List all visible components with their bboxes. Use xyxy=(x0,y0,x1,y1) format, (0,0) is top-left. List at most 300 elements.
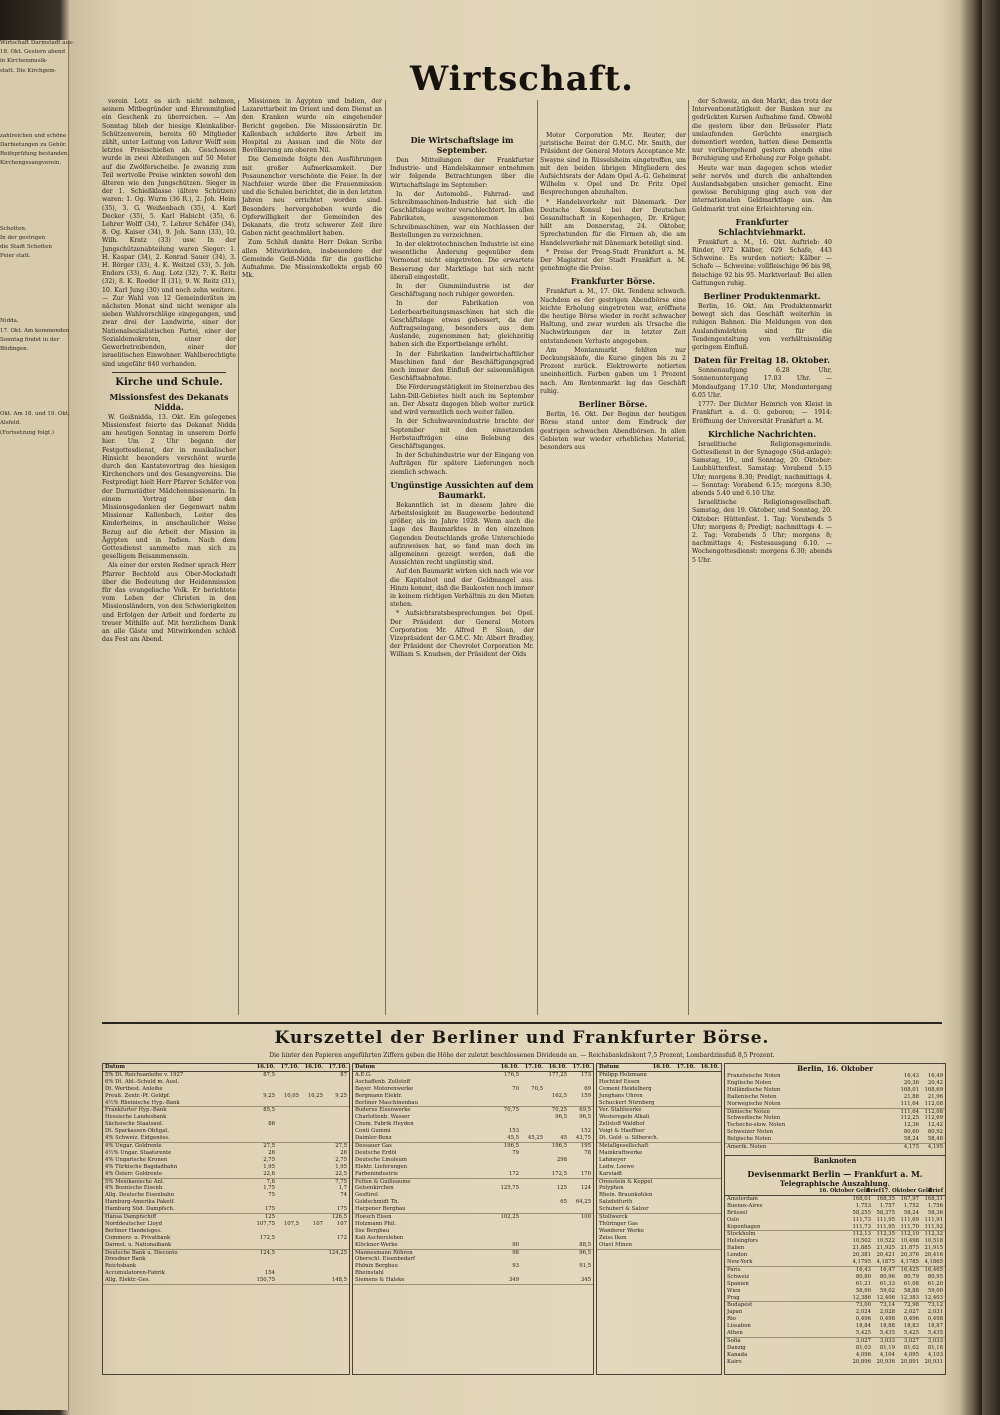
security-name-cell: Preuß. Zentr.-Pf. Goldpf. xyxy=(105,1092,171,1099)
quote-cell xyxy=(543,1086,567,1093)
security-name-cell: Belgische Noten xyxy=(727,1136,772,1143)
security-name-cell: Berliner Maschinenbau xyxy=(355,1099,418,1106)
table-row xyxy=(353,1256,593,1263)
quote-cell: 107,5 xyxy=(283,1220,299,1227)
quote-cell: 10,518 xyxy=(924,1238,943,1245)
quote-cell xyxy=(519,1270,543,1277)
quote-cell: 1,95 xyxy=(335,1163,347,1170)
security-name-cell: Gelsenkirchen xyxy=(355,1185,394,1192)
quote-cell: 175 xyxy=(264,1206,275,1213)
table-row xyxy=(597,1114,721,1121)
table-header-cell: 17.10. xyxy=(524,1064,543,1070)
security-name-cell: Englische Noten xyxy=(727,1079,772,1086)
table-row xyxy=(103,1121,349,1128)
table-header-cell: Datum xyxy=(105,1064,125,1070)
quote-cell xyxy=(697,1086,719,1093)
quote-cell: 70,25 xyxy=(551,1107,567,1114)
table-row xyxy=(725,1109,945,1116)
quote-cell: 1,753 xyxy=(855,1202,871,1209)
quote-cell xyxy=(671,1079,695,1086)
quote-cell xyxy=(671,1072,695,1079)
security-name-cell: Salzdetfurth xyxy=(599,1199,633,1206)
security-name-cell: Bergmann Elektr. xyxy=(355,1092,403,1099)
security-name-cell: 4% Ungar. Goldrente xyxy=(105,1142,162,1149)
quote-cell: 91,5 xyxy=(579,1263,591,1270)
quote-cell xyxy=(647,1242,671,1249)
quote-cell: 107 xyxy=(336,1220,347,1227)
quote-cell: 20,891 xyxy=(900,1358,919,1365)
quote-cell xyxy=(519,1107,543,1114)
security-name-cell: 5% Mexikanische Anl. xyxy=(105,1178,165,1185)
quote-cell xyxy=(275,1107,299,1114)
quote-cell xyxy=(543,1235,567,1242)
quote-cell: 70,5 xyxy=(531,1085,543,1092)
quote-cell xyxy=(647,1221,671,1228)
article-paragraph: Die Gemeinde folgte den Ausführungen mit großer Aufmerksamkeit. Der Posaunenchor verschönte die Feier. In der Nachfeier wurde über die Frauenmission und die Schulen berichtet, die in den letzten Jahren neu errichtet worden sind. Besonders hervorgehoben wurde die Opferwilligkeit der Gemeinden des Dekanats, die trotz schwerer Zeit ihre Gaben nicht geschmälert haben. xyxy=(242,156,382,238)
quote-cell xyxy=(647,1199,671,1206)
quote-cell: 7,75 xyxy=(335,1178,347,1185)
quote-cell xyxy=(299,1100,323,1107)
quote-cell xyxy=(299,1150,323,1157)
quote-cell xyxy=(495,1256,519,1263)
quote-cell xyxy=(299,1107,323,1114)
table-row xyxy=(353,1100,593,1108)
table-header-cell: 17.10. xyxy=(676,1064,695,1070)
quote-cell: 20,936 xyxy=(876,1358,895,1365)
security-name-cell: Rheinstahl xyxy=(355,1270,384,1277)
previous-page-line: Sonntag findet in der xyxy=(0,336,60,343)
table-row xyxy=(597,1072,721,1079)
divider xyxy=(102,1022,942,1024)
table-row xyxy=(353,1242,593,1250)
quote-cell: 126,5 xyxy=(331,1214,347,1221)
quote-cell: 112,32 xyxy=(924,1231,943,1238)
quote-cell: 125 xyxy=(556,1185,567,1192)
quote-cell xyxy=(675,1192,697,1199)
quote-cell xyxy=(275,1270,299,1277)
quote-cell: 112,13 xyxy=(852,1231,871,1238)
article-paragraph: Berlin, 16. Okt. Am Produktenmarkt bewegt sich das Geschäft weiterhin in ruhigen Bahnen. Die Meldungen von den Auslandsmärkten sind für die Tendengestaltung von verhältnismäßig geringem Einfluß. xyxy=(692,303,832,352)
table-row xyxy=(597,1107,721,1114)
quote-cell: 172 xyxy=(336,1234,347,1241)
quote-cell xyxy=(275,1250,299,1257)
quote-cell: 80,95 xyxy=(927,1273,943,1280)
quote-cell xyxy=(275,1143,299,1150)
table-row xyxy=(103,1235,349,1242)
table-row xyxy=(103,1270,349,1277)
table-row xyxy=(725,1330,945,1338)
security-name-cell: Cement Heidelberg xyxy=(599,1085,652,1092)
quote-cell: 64,25 xyxy=(575,1199,591,1206)
quote-cell xyxy=(679,1135,699,1142)
quote-cell xyxy=(495,1235,519,1242)
quote-cell xyxy=(495,1100,519,1107)
quote-cell: 152 xyxy=(580,1128,591,1135)
quote-cell: 58,36 xyxy=(927,1209,943,1216)
quote-cell: 65 xyxy=(560,1199,567,1206)
quote-cell: 173 xyxy=(580,1071,591,1078)
quote-cell: 80,92 xyxy=(927,1129,943,1136)
security-name-cell: Hamburg Süd. Dampfsch. xyxy=(105,1206,175,1213)
quote-cell xyxy=(543,1164,567,1171)
quote-cell xyxy=(495,1199,519,1206)
security-name-cell: Schweiz xyxy=(727,1273,750,1280)
quote-cell xyxy=(543,1228,567,1235)
quote-cell: 112,69 xyxy=(924,1115,943,1122)
quote-cell xyxy=(649,1206,672,1213)
quote-cell: 88,5 xyxy=(579,1241,591,1248)
security-name-cell: Otavi Minen xyxy=(599,1241,633,1248)
article-paragraph: * Handelsverkehr mit Dänemark. Der Deutsche Konsul bei der Deutschen Gesandtschaft in Kopenhagen, Dr. Krüger, hält am Donnerstag, 24. Oktober, Sprechstunden für die Firmen ab, die am Handelsverkehr mit Dänemark beteiligt sind. xyxy=(540,198,686,247)
security-name-cell: Commerz- u. Privatbank xyxy=(105,1234,171,1241)
security-name-cell: Farbenindustrie xyxy=(355,1170,399,1177)
quote-cell: 3,027 xyxy=(903,1338,919,1344)
newspaper-page xyxy=(72,60,960,1405)
quote-cell: 45,25 xyxy=(527,1135,543,1142)
table-header-cell: 17.10. xyxy=(572,1064,591,1070)
quote-cell xyxy=(275,1150,299,1157)
security-name-cell: Kanada xyxy=(727,1351,748,1358)
table-row xyxy=(353,1214,593,1221)
security-name-cell: 4% Schweiz. Eidgenöss. xyxy=(105,1135,170,1142)
security-name-cell: Daimler-Benz xyxy=(355,1135,392,1142)
quote-cell xyxy=(323,1199,347,1206)
quote-cell xyxy=(299,1228,323,1235)
quote-cell: 111,69 xyxy=(900,1216,919,1223)
quote-cell: 2,031 xyxy=(927,1309,943,1316)
quote-cell: 16,43 xyxy=(855,1266,871,1273)
quote-cell: 22,5 xyxy=(335,1170,347,1177)
quote-cell xyxy=(323,1228,347,1235)
table-row xyxy=(103,1221,349,1228)
table-row xyxy=(725,1136,945,1144)
previous-page-line: Nidda. xyxy=(0,318,19,325)
quote-cell xyxy=(671,1128,695,1135)
quote-cell xyxy=(671,1199,695,1206)
previous-page-line: Okt. Am 18. und 19. Okt. xyxy=(0,411,70,418)
table-header-cell: 16.10. xyxy=(500,1064,519,1070)
quote-cell xyxy=(676,1100,698,1107)
quote-cell xyxy=(495,1164,519,1171)
table-row xyxy=(725,1203,945,1210)
previous-page-sliver xyxy=(0,40,74,1410)
table-header-cell: 16.10. xyxy=(256,1064,275,1070)
security-name-cell: Dessauer Gas xyxy=(355,1142,392,1149)
security-name-cell: Dt. Gold- u. Silbersch. xyxy=(599,1135,659,1142)
quote-cell xyxy=(647,1157,671,1164)
quote-cell xyxy=(323,1121,347,1128)
quote-cell xyxy=(543,1206,567,1213)
column-4 xyxy=(540,132,686,1018)
quote-cell: 111,64 xyxy=(900,1108,919,1115)
security-name-cell: Rio xyxy=(727,1316,736,1323)
table-row xyxy=(353,1072,593,1079)
security-name-cell: Klöckner-Werke xyxy=(355,1241,398,1248)
table-row xyxy=(103,1256,349,1263)
quote-cell: 79 xyxy=(512,1149,519,1156)
quote-cell xyxy=(697,1192,719,1199)
quote-cell: 45,5 xyxy=(507,1135,519,1142)
security-name-cell: Norddeutscher Lloyd xyxy=(105,1220,163,1227)
quote-cell: 87,5 xyxy=(263,1071,275,1078)
quote-cell xyxy=(519,1256,543,1263)
security-name-cell: Japan xyxy=(727,1309,743,1316)
stock-table-right xyxy=(596,1063,722,1375)
quote-cell xyxy=(673,1114,696,1121)
security-name-cell: Allg. Deutsche Eisenbahn xyxy=(105,1192,175,1199)
quote-cell: 111,92 xyxy=(924,1223,943,1230)
quote-cell: 107,75 xyxy=(256,1220,275,1227)
quote-cell xyxy=(519,1250,543,1257)
quote-cell xyxy=(671,1235,695,1242)
security-name-cell: Rhein. Braunkohlen xyxy=(599,1192,653,1199)
quote-cell xyxy=(495,1121,519,1128)
quote-cell: 61,21 xyxy=(855,1280,871,1287)
table-row xyxy=(353,1079,593,1086)
quote-cell: 70 xyxy=(512,1085,519,1092)
security-name-cell: Berliner Handelsges. xyxy=(105,1227,162,1234)
quote-cell xyxy=(647,1107,671,1114)
security-name-cell: Holländische Noten xyxy=(727,1086,781,1093)
table-row xyxy=(103,1199,349,1206)
quote-cell xyxy=(652,1192,674,1199)
quote-cell xyxy=(251,1086,275,1093)
article-paragraph: Auf den Baumarkt wirken sich nach wie vor die Kapitalnot und der Geldmangel aus. Hinzu kommt, daß die Baukosten noch immer in keinem richtigen Verhältnis zu den Mieten stehen. xyxy=(390,568,534,609)
table-row xyxy=(103,1079,349,1086)
quote-cell: 58,375 xyxy=(876,1209,895,1216)
table-row xyxy=(103,1086,349,1093)
quote-cell xyxy=(674,1086,696,1093)
quote-cell: 58,48 xyxy=(927,1136,943,1143)
security-name-cell: Stollwerck xyxy=(599,1214,628,1221)
table-row xyxy=(725,1094,945,1101)
table-row xyxy=(597,1157,721,1164)
table-row xyxy=(353,1135,593,1143)
quote-cell xyxy=(299,1199,323,1206)
table-row xyxy=(353,1150,593,1157)
quote-cell: 100 xyxy=(580,1214,591,1221)
security-name-cell: Danzig xyxy=(727,1344,746,1351)
previous-page-line: statt. Die Kirchgem- xyxy=(0,67,57,74)
quote-cell xyxy=(695,1079,719,1086)
quote-cell xyxy=(275,1256,299,1263)
article-paragraph: Israelitische Religionsgesellschaft. Samstag, den 19. Oktober, und Sonntag, 20. Oktober: Hüttenfest. 1. Tag: Vorabends 5 Uhr; morgens 8; Predigt; nachmittags 4. — 2. Tag: Vorabends 5 Uhr; morgens 8; nachmittags 4; Festesausgang 6.10. — Wochengottesdienst: morgens 6.30; abends 5 Uhr. xyxy=(692,499,832,564)
quote-cell xyxy=(672,1206,695,1213)
quote-cell xyxy=(543,1277,567,1284)
quote-cell: 10,05 xyxy=(283,1092,299,1099)
quote-cell: 111,70 xyxy=(900,1223,919,1230)
table-row xyxy=(597,1214,721,1221)
table-row xyxy=(103,1150,349,1157)
stock-table-middle xyxy=(352,1063,594,1375)
table-row xyxy=(725,1115,945,1122)
quote-cell xyxy=(543,1079,567,1086)
quote-cell: 81,18 xyxy=(927,1344,943,1351)
table-row xyxy=(725,1101,945,1109)
quote-cell xyxy=(275,1185,299,1192)
quote-cell xyxy=(543,1121,567,1128)
quote-cell xyxy=(299,1235,323,1242)
security-name-cell: Tschecho-slow. Noten xyxy=(727,1122,786,1129)
quote-cell: 168,01 xyxy=(852,1195,871,1202)
quote-cell: 20,896 xyxy=(852,1358,871,1365)
quote-cell xyxy=(567,1256,591,1263)
quote-cell xyxy=(519,1079,543,1086)
quote-cell xyxy=(695,1214,719,1221)
table-row xyxy=(725,1302,945,1309)
quote-cell xyxy=(671,1221,695,1228)
quote-cell: 111,73 xyxy=(852,1216,871,1223)
quote-cell: 125 xyxy=(264,1214,275,1221)
table-row xyxy=(353,1270,593,1277)
quote-cell: 112,08 xyxy=(924,1108,943,1115)
quote-cell xyxy=(251,1100,275,1107)
table-row xyxy=(353,1143,593,1150)
security-name-cell: Metallgesellschaft xyxy=(599,1142,649,1149)
security-name-cell: Ver. Stahlwerke xyxy=(599,1107,642,1114)
security-name-cell: Lissabon xyxy=(727,1323,751,1330)
security-name-cell: Goldschmidt Th. xyxy=(355,1199,400,1206)
security-name-cell: Helsingfors xyxy=(727,1238,759,1245)
quote-cell: 7,6 xyxy=(266,1178,275,1185)
quote-cell: 112,35 xyxy=(876,1231,895,1238)
quote-cell: 20,42 xyxy=(927,1079,943,1086)
quote-cell xyxy=(519,1157,543,1164)
quote-cell: 58,24 xyxy=(903,1136,919,1143)
table-row xyxy=(103,1263,349,1270)
quote-cell: 93 xyxy=(512,1263,519,1270)
quote-cell: 111,73 xyxy=(852,1223,871,1230)
security-name-cell: Hansa Dampfschiff xyxy=(105,1214,157,1221)
article-paragraph: Sonnenaufgang 6.28 Uhr, Sonnenuntergang 17.03 Uhr. — Mondaufgang 17.10 Uhr, Monduntergang 6.05 Uhr. xyxy=(692,367,832,399)
previous-page-line: die Stadt Schotten xyxy=(0,244,52,251)
table-row xyxy=(353,1277,593,1285)
table-row xyxy=(353,1114,593,1121)
table-row xyxy=(597,1235,721,1242)
table-row xyxy=(597,1164,721,1171)
table-row xyxy=(103,1228,349,1235)
article-heading: Daten für Freitag 18. Oktober. xyxy=(693,355,831,366)
table-row xyxy=(725,1087,945,1094)
quote-cell: 12,386 xyxy=(852,1294,871,1301)
quote-cell: 4,1785 xyxy=(900,1259,919,1266)
quote-cell xyxy=(567,1192,591,1199)
quote-cell xyxy=(695,1143,719,1150)
exchange-table-subtitle: Die hinter den Papieren angeführten Ziffern geben die Höhe der zuletzt beschlossenen Dividende an. — Reichsbankdiskont 7,5 Prozent, Lombardzinsfuß 8,5 Prozent. xyxy=(269,1052,775,1059)
table-row xyxy=(103,1171,349,1179)
table-row xyxy=(725,1196,945,1203)
security-name-cell: Allg. Elektr.-Ges. xyxy=(105,1277,151,1284)
quote-cell xyxy=(695,1128,719,1135)
quote-cell xyxy=(697,1179,719,1186)
quote-cell: 90 xyxy=(512,1241,519,1248)
quote-cell xyxy=(495,1192,519,1199)
table-row xyxy=(725,1259,945,1267)
quote-cell: 18,83 xyxy=(903,1323,919,1330)
quote-cell: 345 xyxy=(580,1277,591,1284)
devisen-subtitle: Telegraphische Auszahlung. xyxy=(779,1178,891,1188)
quote-cell xyxy=(299,1277,323,1284)
quote-cell: 148,5 xyxy=(331,1277,347,1284)
quote-cell xyxy=(275,1206,299,1213)
security-name-cell: Junghans Uhren xyxy=(599,1092,643,1099)
quote-cell: 12,403 xyxy=(924,1294,943,1301)
column-divider xyxy=(688,100,689,1015)
quote-cell xyxy=(495,1221,519,1228)
quote-cell: 73,00 xyxy=(855,1302,871,1309)
table-row xyxy=(725,1080,945,1087)
quote-cell xyxy=(519,1164,543,1171)
article-paragraph: Als einer der ersten Redner sprach Herr Pfarrer Bechtold aus Ober-Mockstadt über die Bedeutung der Heidenmission für das evangelische Volk. Er berichtete vom Leben der Christen in den Missionsländern, von den Schwierigkeiten und Erfolgen der Arbeit und forderte zu treuer Mithilfe auf. Mit herzlichem Dank an alle Gäste und Mitwirkenden schloß das Fest am Abend. xyxy=(102,562,236,644)
table-row xyxy=(103,1250,349,1257)
quote-cell xyxy=(495,1206,519,1213)
security-name-cell: New-York xyxy=(727,1259,753,1266)
article-heading: Die Wirtschaftslage im September. xyxy=(410,135,514,155)
quote-cell: 150,75 xyxy=(256,1277,275,1284)
section-masthead: Wirtschaft. xyxy=(410,59,634,99)
quote-cell: 102,25 xyxy=(500,1214,519,1221)
quote-cell xyxy=(519,1242,543,1249)
quote-cell xyxy=(323,1079,347,1086)
quote-cell xyxy=(299,1242,323,1249)
quote-cell xyxy=(299,1250,323,1257)
quote-cell xyxy=(519,1206,543,1213)
divider xyxy=(112,372,226,373)
quote-cell xyxy=(695,1199,719,1206)
quote-cell: 162,5 xyxy=(551,1092,567,1099)
article-paragraph: In der Automobil-, Fahrrad- und Schreibmaschinen-Industrie hat sich die Geschäftslage weiter verschlechtert. Im allen Fabrikaten, ausgenommen bei Schreibmaschinen, war ein Nachlassen der Bestellungen zu verzeichnen. xyxy=(390,190,534,239)
quote-cell: 72,98 xyxy=(903,1302,919,1309)
security-name-cell: 4% Ungarische Kronen xyxy=(105,1156,168,1163)
quote-cell: 111,91 xyxy=(924,1216,943,1223)
table-header-cell: 16.10. xyxy=(304,1064,323,1070)
quote-cell xyxy=(323,1114,347,1121)
table-row xyxy=(725,1252,945,1259)
article-heading: Frankfurter Börse. xyxy=(570,276,656,287)
quote-cell: 1,75 xyxy=(263,1185,275,1192)
quote-cell: 10,502 xyxy=(852,1238,871,1245)
article-paragraph: Motor Corporation Mr. Reuter, der juristische Beirat der G.M.C. Mr. Smith, der Präsident der General Motors Acceptance Mr. Swayne sind in Rüsselsheim eingetroffen, um mit den beiden übrigen Mitgliedern des Aufsichtsrats der Adam Opel A.-G. Geheimrat Wilhelm v. Opel und Dr. Fritz Opel Besprechungen abzuhalten. xyxy=(540,132,686,197)
security-name-cell: Bayer. Motorenwerke xyxy=(355,1085,414,1092)
security-name-cell: Schwedische Noten xyxy=(727,1115,781,1122)
quote-cell: 5,435 xyxy=(927,1330,943,1337)
table-row xyxy=(103,1072,349,1079)
quote-cell: 0,498 xyxy=(879,1316,895,1323)
quote-cell: 4,195 xyxy=(927,1144,943,1151)
security-name-cell: Phönix Bergbau xyxy=(355,1263,398,1270)
table-row xyxy=(725,1210,945,1217)
quote-cell: 124,25 xyxy=(328,1249,347,1256)
quote-cell xyxy=(543,1221,567,1228)
quote-cell xyxy=(671,1242,695,1249)
quote-cell xyxy=(699,1135,719,1142)
quote-cell xyxy=(519,1214,543,1221)
quote-cell: 45 xyxy=(560,1135,567,1142)
security-name-cell: Oberschl. Eisenbedarf xyxy=(355,1256,415,1263)
quote-cell: 96,5 xyxy=(579,1114,591,1121)
quote-cell: 168,35 xyxy=(876,1195,895,1202)
quote-cell xyxy=(695,1157,719,1164)
quote-cell: 125,75 xyxy=(500,1185,519,1192)
quote-cell xyxy=(299,1171,323,1178)
security-name-cell: Chem. Fabrik Heyden xyxy=(355,1121,414,1128)
article-paragraph: Heute war man dagegen schon wieder sehr nervös und durch die anhaltenden Auslandsabgaben unsicher gemacht. Eine gewisse Beruhigung ging auch von der internationalen Geldmarktlage aus. Am Geldmarkt trat eine Erleichterung ein. xyxy=(692,164,832,213)
quote-cell: 26 xyxy=(268,1149,275,1156)
quote-cell xyxy=(519,1121,543,1128)
quote-cell xyxy=(698,1100,720,1107)
table-row xyxy=(353,1228,593,1235)
quote-cell: 195 xyxy=(580,1142,591,1149)
